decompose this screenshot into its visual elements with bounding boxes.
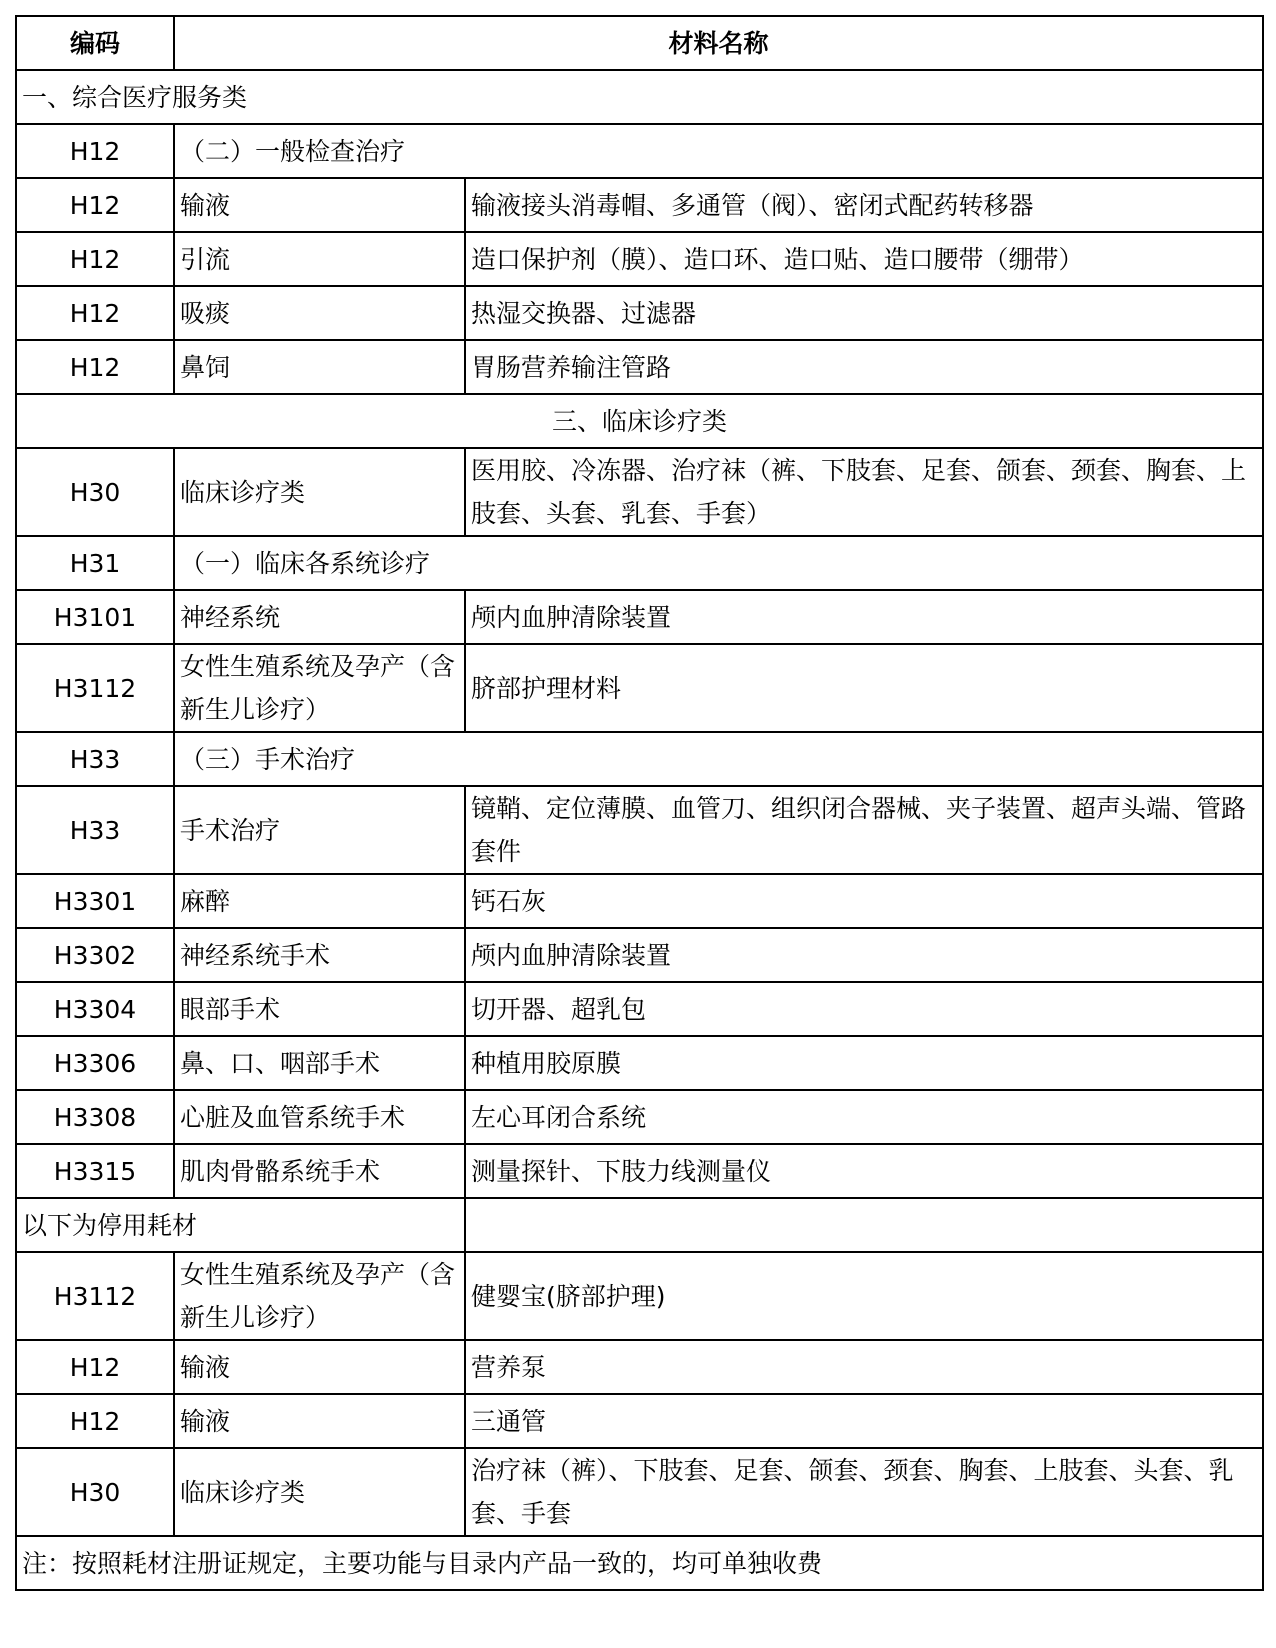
code-cell: H31 — [16, 536, 174, 590]
materials-cell: 医用胶、冷冻器、治疗袜（裤、下肢套、足套、颌套、颈套、胸套、上肢套、头套、乳套、手套） — [465, 448, 1263, 536]
category-cell: 神经系统 — [174, 590, 465, 644]
category-cell: 吸痰 — [174, 286, 465, 340]
materials-cell: 健婴宝(脐部护理) — [465, 1252, 1263, 1340]
table-row — [16, 232, 1263, 286]
category-cell: 肌肉骨骼系统手术 — [174, 1144, 465, 1198]
empty-cell — [465, 1198, 1263, 1252]
category-cell: 女性生殖系统及孕产（含新生儿诊疗） — [174, 644, 465, 732]
materials-cell: 颅内血肿清除装置 — [465, 928, 1263, 982]
table-row — [16, 1394, 1263, 1448]
table-row — [16, 70, 1263, 124]
category-cell: 临床诊疗类 — [174, 448, 465, 536]
subsection-heading: （三）手术治疗 — [174, 732, 1263, 786]
table-row — [16, 1036, 1263, 1090]
code-cell: H3315 — [16, 1144, 174, 1198]
code-cell: H3306 — [16, 1036, 174, 1090]
table-row — [16, 982, 1263, 1036]
code-cell: H3101 — [16, 590, 174, 644]
materials-cell: 切开器、超乳包 — [465, 982, 1263, 1036]
code-cell: H3302 — [16, 928, 174, 982]
table-row — [16, 286, 1263, 340]
code-cell: H3112 — [16, 1252, 174, 1340]
code-cell: H30 — [16, 1448, 174, 1536]
category-cell: 眼部手术 — [174, 982, 465, 1036]
materials-cell: 颅内血肿清除装置 — [465, 590, 1263, 644]
materials-cell: 钙石灰 — [465, 874, 1263, 928]
materials-cell: 镜鞘、定位薄膜、血管刀、组织闭合器械、夹子装置、超声头端、管路套件 — [465, 786, 1263, 874]
code-cell: H33 — [16, 732, 174, 786]
code-cell: H12 — [16, 178, 174, 232]
table-row — [16, 1252, 1263, 1340]
materials-cell: 三通管 — [465, 1394, 1263, 1448]
table-row — [16, 786, 1263, 874]
table-row — [16, 1090, 1263, 1144]
category-cell: 引流 — [174, 232, 465, 286]
table-row — [16, 394, 1263, 448]
table-row — [16, 178, 1263, 232]
section-heading: 三、临床诊疗类 — [16, 394, 1263, 448]
code-cell: H12 — [16, 1340, 174, 1394]
header-row — [16, 16, 1263, 70]
table-row — [16, 124, 1263, 178]
table-row — [16, 1144, 1263, 1198]
code-cell: H3112 — [16, 644, 174, 732]
category-cell: 鼻、口、咽部手术 — [174, 1036, 465, 1090]
category-cell: 心脏及血管系统手术 — [174, 1090, 465, 1144]
code-cell: H12 — [16, 232, 174, 286]
subsection-heading: （二）一般检查治疗 — [174, 124, 1263, 178]
materials-cell: 种植用胶原膜 — [465, 1036, 1263, 1090]
table-row — [16, 1340, 1263, 1394]
materials-table — [15, 15, 1264, 1591]
materials-cell: 治疗袜（裤）、下肢套、足套、颌套、颈套、胸套、上肢套、头套、乳套、手套 — [465, 1448, 1263, 1536]
category-cell: 鼻饲 — [174, 340, 465, 394]
category-cell: 麻醉 — [174, 874, 465, 928]
table-row — [16, 732, 1263, 786]
subsection-heading: （一）临床各系统诊疗 — [174, 536, 1263, 590]
category-cell: 临床诊疗类 — [174, 1448, 465, 1536]
materials-cell: 营养泵 — [465, 1340, 1263, 1394]
table-row — [16, 340, 1263, 394]
category-cell: 输液 — [174, 1394, 465, 1448]
materials-cell: 热湿交换器、过滤器 — [465, 286, 1263, 340]
header-material-name: 材料名称 — [174, 16, 1263, 70]
table-row — [16, 536, 1263, 590]
section-heading: 注：按照耗材注册证规定，主要功能与目录内产品一致的，均可单独收费 — [16, 1536, 1263, 1590]
materials-cell: 胃肠营养输注管路 — [465, 340, 1263, 394]
materials-cell: 测量探针、下肢力线测量仪 — [465, 1144, 1263, 1198]
section-heading: 一、综合医疗服务类 — [16, 70, 1263, 124]
table-row — [16, 1448, 1263, 1536]
table-row — [16, 590, 1263, 644]
table-row — [16, 644, 1263, 732]
code-cell: H12 — [16, 286, 174, 340]
code-cell: H3304 — [16, 982, 174, 1036]
category-cell: 输液 — [174, 1340, 465, 1394]
table-row — [16, 1198, 1263, 1252]
table-row — [16, 874, 1263, 928]
code-cell: H12 — [16, 124, 174, 178]
code-cell: H12 — [16, 340, 174, 394]
materials-cell: 造口保护剂（膜）、造口环、造口贴、造口腰带（绷带） — [465, 232, 1263, 286]
header-code: 编码 — [16, 16, 174, 70]
table-row — [16, 448, 1263, 536]
table-row — [16, 1536, 1263, 1590]
code-cell: H12 — [16, 1394, 174, 1448]
code-cell: H33 — [16, 786, 174, 874]
table-body — [16, 70, 1263, 1590]
code-cell: H3308 — [16, 1090, 174, 1144]
category-cell: 手术治疗 — [174, 786, 465, 874]
materials-cell: 脐部护理材料 — [465, 644, 1263, 732]
code-cell: H30 — [16, 448, 174, 536]
materials-cell: 输液接头消毒帽、多通管（阀）、密闭式配药转移器 — [465, 178, 1263, 232]
section-heading: 以下为停用耗材 — [16, 1198, 465, 1252]
category-cell: 女性生殖系统及孕产（含新生儿诊疗） — [174, 1252, 465, 1340]
table-row — [16, 928, 1263, 982]
code-cell: H3301 — [16, 874, 174, 928]
materials-cell: 左心耳闭合系统 — [465, 1090, 1263, 1144]
category-cell: 神经系统手术 — [174, 928, 465, 982]
category-cell: 输液 — [174, 178, 465, 232]
